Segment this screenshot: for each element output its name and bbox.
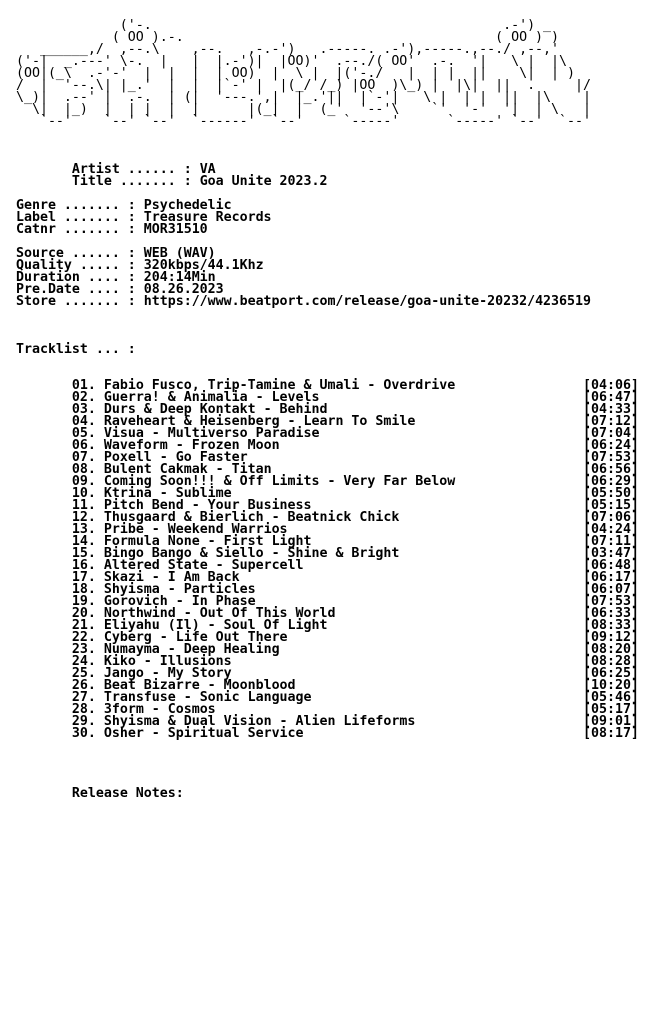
track-duration: [06:56]: [583, 462, 639, 477]
track-number: 09.: [71, 474, 96, 489]
artist-value: VA: [199, 162, 216, 177]
track-number: 23.: [71, 642, 96, 657]
track-number: 29.: [71, 714, 96, 729]
track-duration: [06:33]: [583, 606, 639, 621]
ascii-logo-line: `--' `--' `--' `------' `--' `-----' `-----' `--' `--': [16, 114, 591, 129]
store-link[interactable]: https://www.beatport.com/release/goa-unite-20232/4236519: [143, 294, 591, 309]
track-title: Visua - Multiverso Paradise: [103, 426, 320, 441]
track-duration: [07:53]: [583, 450, 639, 465]
track-number: 24.: [71, 654, 96, 669]
track-title: Pribe - Weekend Warrios: [103, 522, 288, 537]
track-duration: [05:15]: [583, 498, 639, 513]
label-label: Label ....... :: [16, 210, 136, 225]
track-duration: [10:20]: [583, 678, 639, 693]
nfo-document: [16, 20, 639, 800]
genre-label: Genre ....... :: [16, 198, 136, 213]
track-number: 05.: [71, 426, 96, 441]
ascii-logo-line: ('-| _.---' \-. | | |.-')| |OO)' .--./( OO' .-. '| \ | |\: [16, 54, 567, 69]
store-label: Store ....... :: [16, 294, 136, 309]
track-title: Northwind - Out Of This World: [103, 606, 336, 621]
track-duration: [08:17]: [583, 726, 639, 741]
track-number: 03.: [71, 402, 96, 417]
track-title: Shyisma - Particles: [103, 582, 256, 597]
track-number: 10.: [71, 486, 96, 501]
track-number: 16.: [71, 558, 96, 573]
track-title: Transfuse - Sonic Language: [103, 690, 312, 705]
track-number: 20.: [71, 606, 96, 621]
track-duration: [06:29]: [583, 474, 639, 489]
track-title: Skazi - I Am Back: [103, 570, 240, 585]
track-title: Bingo Bango & Siello - Shine & Bright: [103, 546, 400, 561]
track-title: Eliyahu (Il) - Soul Of Light: [103, 618, 328, 633]
track-number: 01.: [71, 378, 96, 393]
track-title: Durs & Deep Kontakt - Behind: [103, 402, 328, 417]
label-value: Treasure Records: [143, 210, 272, 225]
track-title: Osher - Spiritual Service: [103, 726, 304, 741]
tracklist-heading: Tracklist ... :: [16, 342, 136, 357]
track-number: 06.: [71, 438, 96, 453]
track-title: Altered State - Supercell: [103, 558, 304, 573]
track-number: 12.: [71, 510, 96, 525]
ascii-logo-line: ______,/ ,--.\ ,--. ,-.-') .-----. .-'),-----.,--./ ,--,': [16, 42, 560, 57]
ascii-logo-line: (OO|(_\ .-'-' | | | | OO) | \ | |('-./ | | | || \| | ): [16, 66, 575, 81]
track-duration: [04:06]: [583, 378, 639, 393]
track-title: Bulent Cakmak - Titan: [103, 462, 272, 477]
track-duration: [05:17]: [583, 702, 639, 717]
track-duration: [06:07]: [583, 582, 639, 597]
track-title: Kiko - Illusions: [103, 654, 232, 669]
release-notes-row: [16, 788, 639, 800]
track-title: Gorovich - In Phase: [103, 594, 256, 609]
track-title: Numayma - Deep Healing: [103, 642, 280, 657]
track-duration: [06:47]: [583, 390, 639, 405]
track-number: 11.: [71, 498, 96, 513]
track-duration: [08:33]: [583, 618, 639, 633]
ascii-logo-line: ('-. .-') _: [16, 18, 552, 33]
duration-label: Duration .... :: [16, 270, 136, 285]
track-title: Coming Soon!!! & Off Limits - Very Far Below: [103, 474, 456, 489]
track-title: Guerra! & Animalia - Levels: [103, 390, 320, 405]
track-number: 14.: [71, 534, 96, 549]
track-number: 04.: [71, 414, 96, 429]
track-duration: [09:12]: [583, 630, 639, 645]
track-duration: [07:11]: [583, 534, 639, 549]
track-duration: [06:17]: [583, 570, 639, 585]
track-duration: [06:48]: [583, 558, 639, 573]
track-row: [16, 728, 639, 740]
track-number: 19.: [71, 594, 96, 609]
track-title: Fabio Fusco, Trip-Tamine & Umali - Overdrive: [103, 378, 456, 393]
track-duration: [05:50]: [583, 486, 639, 501]
track-number: 17.: [71, 570, 96, 585]
track-title: Formula None - First Light: [103, 534, 312, 549]
duration-value: 204:14Min: [143, 270, 216, 285]
ascii-logo-line: \| |_) | | | | | |(_| | (_' '--'\ `' '-' '| | \ |: [16, 102, 591, 117]
track-number: 13.: [71, 522, 96, 537]
track-number: 18.: [71, 582, 96, 597]
genre-value: Psychedelic: [143, 198, 232, 213]
track-title: Thusgaard & Bierlich - Beatnick Chick: [103, 510, 400, 525]
track-number: 21.: [71, 618, 96, 633]
track-title: Pitch Bend - Your Business: [103, 498, 312, 513]
source-value: WEB (WAV): [143, 246, 216, 261]
track-number: 08.: [71, 462, 96, 477]
track-duration: [07:53]: [583, 594, 639, 609]
track-number: 02.: [71, 390, 96, 405]
track-duration: [05:46]: [583, 690, 639, 705]
store-row: [16, 296, 639, 308]
track-number: 07.: [71, 450, 96, 465]
track-duration: [07:06]: [583, 510, 639, 525]
predate-label: Pre.Date .... :: [16, 282, 136, 297]
track-number: 25.: [71, 666, 96, 681]
track-title: Poxell - Go Faster: [103, 450, 248, 465]
track-list: [16, 380, 639, 740]
track-duration: [07:04]: [583, 426, 639, 441]
track-title: Beat Bizarre - Moonblood: [103, 678, 296, 693]
track-number: 28.: [71, 702, 96, 717]
track-title: Shyisma & Dual Vision - Alien Lifeforms: [103, 714, 416, 729]
track-number: 15.: [71, 546, 96, 561]
track-title: Ktrina - Sublime: [103, 486, 232, 501]
track-number: 26.: [71, 678, 96, 693]
track-title: Jango - My Story: [103, 666, 232, 681]
track-duration: [08:20]: [583, 642, 639, 657]
track-duration: [08:28]: [583, 654, 639, 669]
track-duration: [06:25]: [583, 666, 639, 681]
ascii-logo-line: \_)| .--' | .-. | (| '---.',| |_.'|| |`-'| \ | | | || |\ |: [16, 90, 591, 105]
track-title: Raveheart & Heisenberg - Learn To Smile: [103, 414, 416, 429]
release-notes-heading: Release Notes:: [71, 786, 184, 801]
ascii-logo-line: ( OO ).-. ( OO ) ): [16, 30, 560, 45]
quality-value: 320kbps/44.1Khz: [143, 258, 264, 273]
track-number: 27.: [71, 690, 96, 705]
catnr-row: [16, 224, 639, 236]
track-duration: [09:01]: [583, 714, 639, 729]
track-title: Waveform - Frozen Moon: [103, 438, 280, 453]
track-number: 22.: [71, 630, 96, 645]
catnr-label: Catnr ....... :: [16, 222, 136, 237]
track-number: 30.: [71, 726, 96, 741]
track-duration: [03:47]: [583, 546, 639, 561]
track-duration: [04:24]: [583, 522, 639, 537]
catnr-value: MOR31510: [143, 222, 208, 237]
track-duration: [04:33]: [583, 402, 639, 417]
predate-value: 08.26.2023: [143, 282, 224, 297]
track-title: Cyberg - Life Out There: [103, 630, 288, 645]
title-row: [16, 176, 639, 188]
artist-label: Artist ...... :: [71, 162, 192, 177]
track-duration: [06:24]: [583, 438, 639, 453]
title-label: Title ....... :: [71, 174, 192, 189]
source-label: Source ...... :: [16, 246, 136, 261]
track-title: 3form - Cosmos: [103, 702, 216, 717]
track-duration: [07:12]: [583, 414, 639, 429]
ascii-logo-line: / | '--.\| |_.' | | |`-' | |(_/ /_) |OO )\_) | |\| || . |/: [16, 78, 591, 93]
quality-label: Quality ..... :: [16, 258, 136, 273]
title-value: Goa Unite 2023.2: [199, 174, 328, 189]
